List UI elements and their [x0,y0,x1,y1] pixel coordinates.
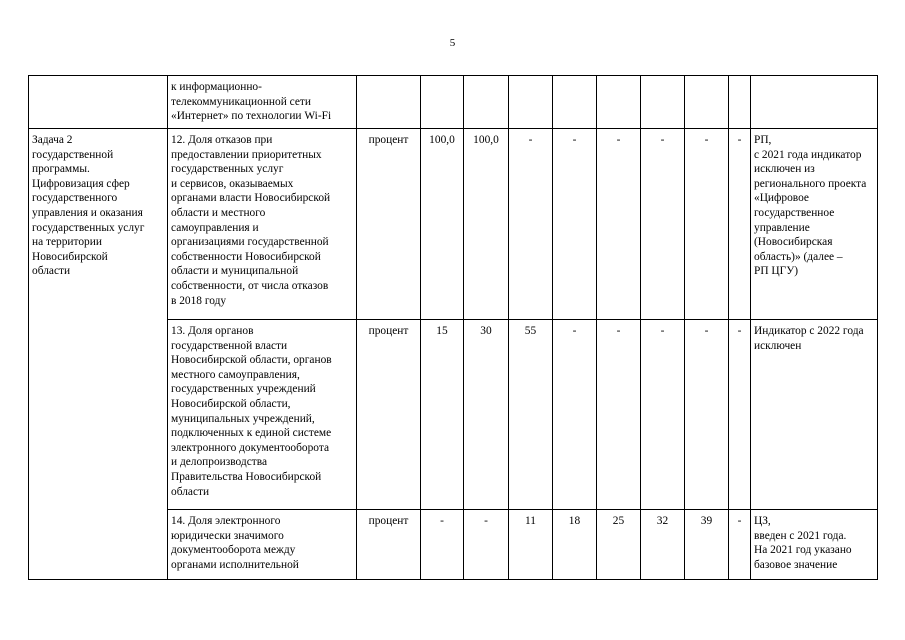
value-cell: - [509,129,553,320]
value-cell: - [685,129,729,320]
value-cell: - [597,320,641,510]
value-cell [641,76,685,129]
value-cell: 18 [553,510,597,580]
note-cell: РП, с 2021 года индикатор исключен из регионального проекта «Цифровое государственное управление (Новосибирская область)» (далее – РП ЦГУ) [751,129,878,320]
value-cell: - [553,320,597,510]
value-cell: - [729,129,751,320]
value-cell: 100,0 [464,129,509,320]
page-number: 5 [449,37,456,49]
note-cell: ЦЗ, введен с 2021 года. На 2021 год указано базовое значение [751,510,878,580]
value-cell: - [641,320,685,510]
value-cell: 32 [641,510,685,580]
task-cell [29,76,168,129]
indicator-cell: к информационно- телекоммуникационной сети «Интернет» по технологии Wi-Fi [168,76,357,129]
table-row [29,129,878,320]
unit-cell: процент [357,320,421,510]
value-cell [729,76,751,129]
unit-cell: процент [357,129,421,320]
indicator-cell: 13. Доля органов государственной власти Новосибирской области, органов местного самоуправления, государственных учреждений Новосибирской области, муниципальных учреждений, подключенных к единой системе электронного документооборота и делопроизводства Правительства Новосибирской области [168,320,357,510]
note-cell [751,76,878,129]
value-cell: - [553,129,597,320]
value-cell [464,76,509,129]
value-cell: 55 [509,320,553,510]
value-cell: 100,0 [421,129,464,320]
value-cell: 11 [509,510,553,580]
value-cell: - [641,129,685,320]
table-row [29,76,878,129]
note-cell: Индикатор с 2022 года исключен [751,320,878,510]
indicator-cell: 12. Доля отказов при предоставлении приоритетных государственных услуг и сервисов, оказываемых органами власти Новосибирской области и местного самоуправления и организациями государственной собственности Новосибирской области и муниципальной собственности, от числа отказов в 2018 году [168,129,357,320]
value-cell: - [464,510,509,580]
indicator-cell: 14. Доля электронного юридически значимого документооборота между органами исполнительной [168,510,357,580]
value-cell [685,76,729,129]
unit-cell [357,76,421,129]
unit-cell: процент [357,510,421,580]
indicators-table [28,75,878,580]
value-cell [597,76,641,129]
task-cell: Задача 2 государственной программы. Цифровизация сфер государственного управления и оказания государственных услуг на территории Новосибирской области [29,129,168,580]
value-cell: 25 [597,510,641,580]
value-cell: - [685,320,729,510]
value-cell [553,76,597,129]
value-cell: - [729,320,751,510]
value-cell: - [729,510,751,580]
value-cell [509,76,553,129]
value-cell: 30 [464,320,509,510]
value-cell: 39 [685,510,729,580]
value-cell [421,76,464,129]
value-cell: 15 [421,320,464,510]
value-cell: - [421,510,464,580]
value-cell: - [597,129,641,320]
